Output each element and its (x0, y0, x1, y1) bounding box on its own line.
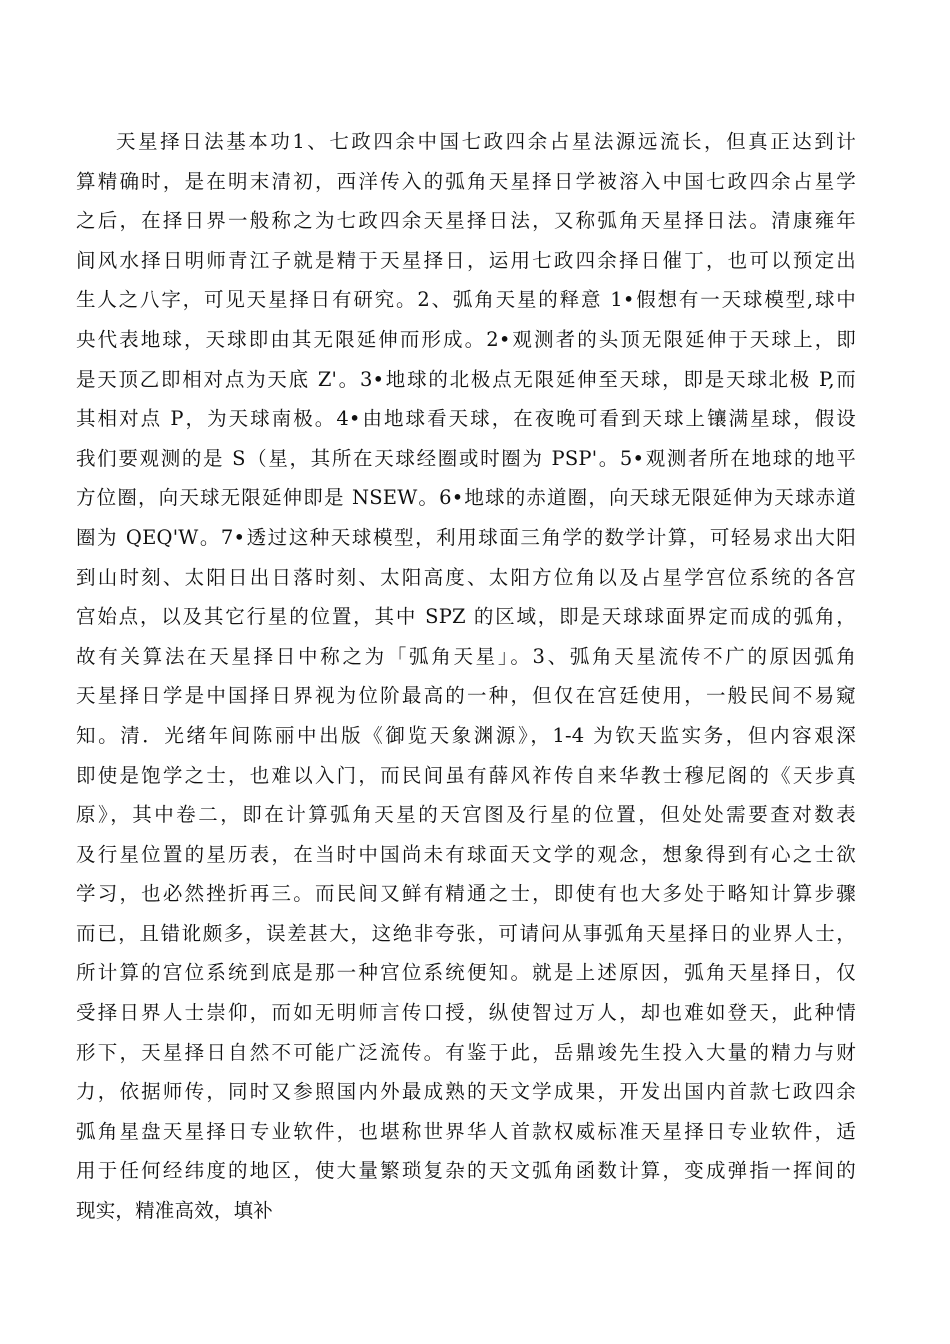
text-line: 方位圈，向天球无限延伸即是 NSEW。6•地球的赤道圈，向天球无限延伸为天球赤道 (76, 486, 856, 510)
text-line: 到山时刻、太阳日出日落时刻、太阳高度、太阳方位角以及占星学宫位系统的各宫 (76, 565, 856, 589)
text-line: 学习，也必然挫折再三。而民间又鲜有精通之士，即使有也大多处于略知计算步骤 (76, 882, 856, 906)
text-line: 是天顶乙即相对点为天底 Z'。3•地球的北极点无限延伸至天球，即是天球北极 P,而 (76, 367, 856, 391)
text-line: 知。清．光绪年间陈丽中出版《御览天象渊源》，1-4 为钦天监实务，但内容艰深 (76, 723, 856, 747)
text-line: 即使是饱学之士，也难以入门，而民间虽有薛风祚传自来华教士穆尼阁的《天步真 (76, 763, 856, 787)
text-line: 用于任何经纬度的地区，使大量繁琐复杂的天文弧角函数计算，变成弹指一挥间的 (76, 1159, 856, 1183)
text-line: 之后，在择日界一般称之为七政四余天星择日法，又称弧角天星择日法。清康雍年 (76, 209, 856, 233)
text-line: 生人之八字，可见天星择日有研究。2、弧角天星的释意 1•假想有一天球模型,球中 (76, 288, 856, 312)
text-line: 力，依据师传，同时又参照国内外最成熟的天文学成果，开发出国内首款七政四余 (76, 1080, 856, 1104)
text-line: 弧角星盘天星择日专业软件，也堪称世界华人首款权威标准天星择日专业软件，适 (76, 1119, 856, 1143)
text-line: 故有关算法在天星择日中称之为「弧角天星」。3、弧角天星流传不广的原因弧角 (76, 644, 856, 668)
text-line: 间风水择日明师青江子就是精于天星择日，运用七政四余择日催丁，也可以预定出 (76, 248, 856, 272)
text-line: 现实，精准高效，填补 (76, 1199, 274, 1223)
text-line: 天星择日法基本功1、七政四余中国七政四余占星法源远流长，但真正达到计 (116, 130, 856, 153)
text-line: 其相对点 P，为天球南极。4•由地球看天球，在夜晚可看到天球上镶满星球，假设 (76, 407, 856, 431)
text-line: 而已，且错讹颇多，误差甚大，这绝非夸张，可请问从事弧角天星择日的业界人士， (76, 921, 856, 945)
text-line: 我们要观测的是 S（星，其所在天球经圈或时圈为 PSP'。5•观测者所在地球的地平 (76, 446, 856, 470)
text-line: 央代表地球，天球即由其无限延伸而形成。2•观测者的头顶无限延伸于天球上，即 (76, 327, 856, 351)
text-line: 所计算的宫位系统到底是那一种宫位系统便知。就是上述原因，弧角天星择日，仅 (76, 961, 856, 985)
body-paragraph (76, 122, 856, 1231)
text-line: 算精确时，是在明末清初，西洋传入的弧角天星择日学被溶入中国七政四余占星学 (76, 169, 856, 193)
text-line: 原》，其中卷二，即在计算弧角天星的天宫图及行星的位置，但处处需要查对数表 (76, 803, 856, 827)
text-line: 及行星位置的星历表，在当时中国尚未有球面天文学的观念，想象得到有心之士欲 (76, 842, 856, 866)
text-line: 形下，天星择日自然不可能广泛流传。有鉴于此，岳鼎竣先生投入大量的精力与财 (76, 1040, 856, 1064)
text-line: 天星择日学是中国择日界视为位阶最高的一种，但仅在宫廷使用，一般民间不易窥 (76, 684, 856, 708)
text-line: 圈为 QEQ'W。7•透过这种天球模型，利用球面三角学的数学计算，可轻易求出大阳 (76, 525, 856, 549)
text-line: 宫始点，以及其它行星的位置，其中 SPZ 的区域，即是天球球面界定而成的弧角， (76, 605, 856, 629)
text-line: 受择日界人士崇仰，而如无明师言传口授，纵使智过万人，却也难如登天，此种情 (76, 1001, 856, 1025)
